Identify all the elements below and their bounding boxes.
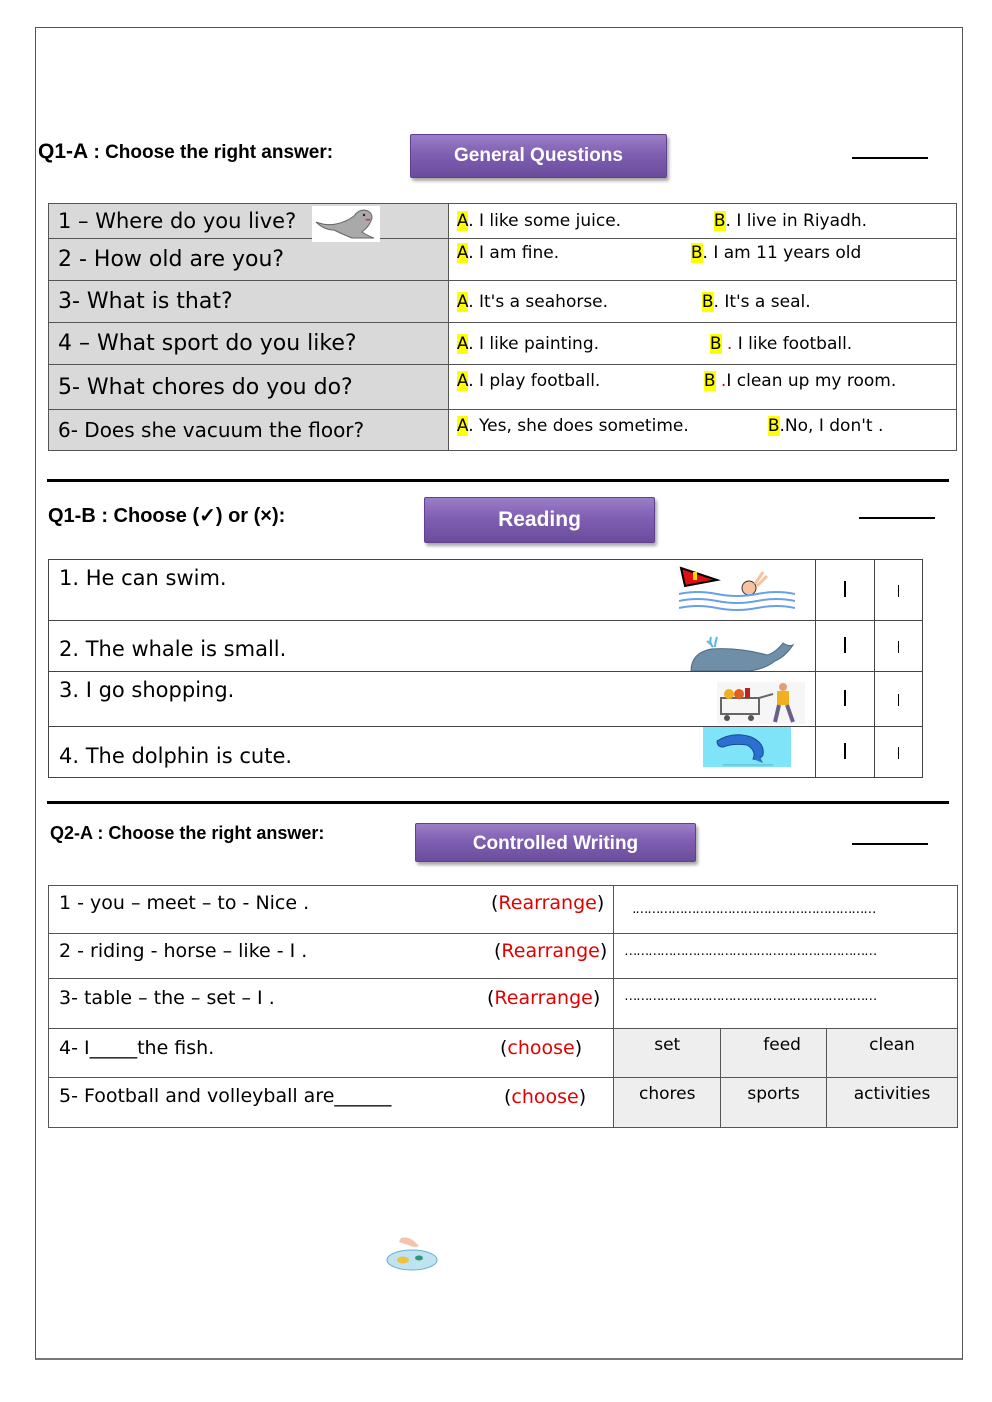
- answer-cell: [448, 281, 956, 323]
- option-set[interactable]: set: [614, 1029, 721, 1078]
- prompt-cell: [49, 1029, 614, 1078]
- option-a-letter: A: [456, 211, 469, 231]
- option-b-letter: B: [709, 333, 722, 354]
- true-box[interactable]: [816, 672, 875, 727]
- option-a-letter: A: [456, 371, 469, 391]
- option-a-text: . I play football.: [468, 371, 601, 391]
- section-divider: [47, 801, 949, 804]
- tick-mark: [898, 641, 900, 653]
- table-row: [49, 365, 957, 410]
- score-blank: [852, 157, 928, 159]
- table-row: [49, 1029, 958, 1078]
- statement-text: 2. The whale is small.: [59, 637, 287, 661]
- option-b-text: .No, I don't .: [779, 416, 884, 436]
- question-cell: 6- Does she vacuum the floor?: [49, 410, 449, 451]
- option-b-separator: .: [715, 371, 727, 391]
- q2a-table: [48, 885, 958, 1128]
- false-box[interactable]: [875, 672, 923, 727]
- table-row: [49, 323, 957, 365]
- seal-image: [312, 206, 380, 242]
- q1b-heading: Q1-B : Choose (✓) or (×):: [48, 505, 286, 527]
- statement-cell: [49, 560, 816, 621]
- table-row: [49, 934, 958, 979]
- option-a-letter: A: [456, 291, 469, 312]
- prompt-text: 1 - you – meet – to - Nice .: [59, 892, 310, 914]
- answer-cell: [448, 239, 956, 281]
- table-row: [49, 281, 957, 323]
- answer-line[interactable]: [614, 979, 958, 1029]
- prompt-text: 2 - riding - horse – like - I .: [59, 940, 308, 962]
- tick-mark: [844, 690, 846, 706]
- prompt-text: 3- table – the – set – I .: [59, 987, 275, 1009]
- q1a-instruction: : Choose the right answer:: [88, 142, 334, 163]
- statement-cell: [49, 727, 816, 778]
- option-b-letter: B: [690, 243, 703, 263]
- true-box[interactable]: [816, 560, 875, 621]
- false-box[interactable]: [875, 560, 923, 621]
- section-divider: [47, 479, 949, 482]
- option-a-text: . Yes, she does sometime.: [468, 416, 689, 436]
- statement-cell: [49, 672, 816, 727]
- option-a[interactable]: [457, 334, 599, 354]
- table-row: [49, 410, 957, 451]
- q1b-table: [48, 559, 923, 778]
- true-box[interactable]: [816, 621, 875, 672]
- option-b[interactable]: [710, 334, 852, 354]
- tick-mark: [898, 747, 900, 759]
- answer-dots: ………………………………………………………: [624, 944, 877, 959]
- option-clean[interactable]: clean: [827, 1029, 958, 1078]
- option-b-letter: B: [713, 211, 726, 231]
- option-b[interactable]: [702, 292, 811, 312]
- option-b-letter: B: [703, 371, 716, 391]
- question-cell: 5- What chores do you do?: [49, 365, 449, 410]
- answer-line[interactable]: [614, 934, 958, 979]
- question-text: 3- What is that?: [58, 289, 233, 314]
- controlled-writing-badge: Controlled Writing: [415, 823, 696, 862]
- statement-text: 1. He can swim.: [59, 566, 227, 590]
- instruction-label: Rearrange: [501, 940, 600, 962]
- reading-badge: Reading: [424, 497, 655, 543]
- tick-mark: [844, 743, 846, 759]
- option-b-separator: .: [721, 333, 733, 354]
- question-cell: [49, 281, 449, 323]
- table-row: [49, 204, 957, 239]
- option-b-text: . I live in Riyadh.: [725, 211, 867, 231]
- instruction-label: choose: [511, 1086, 579, 1108]
- table-row: [49, 621, 923, 672]
- option-b-text: . I am 11 years old: [702, 243, 862, 263]
- instruction: (Rearrange): [494, 940, 608, 962]
- option-b-text: I like football.: [732, 333, 853, 354]
- whale-image: [689, 635, 795, 671]
- instruction: (Rearrange): [491, 892, 605, 914]
- question-cell: 4 – What sport do you like?: [49, 323, 449, 365]
- tick-mark: [844, 637, 846, 653]
- option-a-text: . It's a seahorse.: [468, 291, 609, 312]
- tick-mark: [844, 581, 846, 597]
- score-blank: [859, 517, 935, 519]
- tick-mark: [898, 585, 900, 597]
- instruction-label: Rearrange: [498, 892, 597, 914]
- option-a-letter: A: [456, 243, 469, 263]
- option-a-letter: A: [456, 416, 469, 436]
- question-cell: 2 - How old are you?: [49, 239, 449, 281]
- option-b-letter: B: [767, 416, 780, 436]
- option-a-text: . I like some juice.: [468, 211, 622, 231]
- table-row: [49, 560, 923, 621]
- option-a-letter: A: [456, 333, 469, 354]
- false-box[interactable]: [875, 727, 923, 778]
- answer-cell: [448, 204, 956, 239]
- feeding-fish-image: [385, 1236, 439, 1272]
- statement-text: 4. The dolphin is cute.: [59, 744, 293, 768]
- q1a-table: [48, 203, 957, 451]
- prompt-text: 5- Football and volleyball are______: [59, 1085, 392, 1107]
- option-b-letter: B: [701, 291, 714, 312]
- general-questions-badge: General Questions: [410, 134, 667, 178]
- option-a[interactable]: [457, 243, 559, 263]
- prompt-text: 4- I_____the fish.: [59, 1037, 215, 1059]
- score-blank: [852, 843, 928, 845]
- answer-cell: [448, 365, 956, 410]
- q1a-heading: [38, 140, 333, 164]
- option-b[interactable]: [768, 416, 884, 436]
- false-box[interactable]: [875, 621, 923, 672]
- instruction: (choose): [500, 1037, 583, 1059]
- prompt-cell: [49, 886, 614, 934]
- shopping-cart-image: [717, 682, 805, 724]
- option-sports[interactable]: sports: [721, 1078, 827, 1128]
- option-a[interactable]: [457, 211, 621, 231]
- tick-mark: [898, 694, 900, 706]
- statement-text: 3. I go shopping.: [59, 678, 235, 702]
- instruction: (Rearrange): [487, 987, 601, 1009]
- option-b-text: I clean up my room.: [726, 371, 897, 391]
- table-row: [49, 1078, 958, 1128]
- option-b-text: . It's a seal.: [713, 291, 811, 312]
- option-activities[interactable]: activities: [827, 1078, 958, 1128]
- answer-cell: [448, 323, 956, 365]
- option-b[interactable]: [714, 211, 867, 231]
- option-b[interactable]: [704, 371, 896, 391]
- answer-dots: .……………………………………………………: [632, 902, 876, 917]
- option-chores[interactable]: chores: [614, 1078, 721, 1128]
- prompt-cell: [49, 934, 614, 979]
- prompt-cell: [49, 979, 614, 1029]
- table-row: [49, 979, 958, 1029]
- option-a-text: . I am fine.: [468, 243, 560, 263]
- table-row: [49, 672, 923, 727]
- prompt-cell: [49, 1078, 614, 1128]
- answer-line[interactable]: [614, 886, 958, 934]
- instruction: (choose): [504, 1086, 587, 1108]
- option-a[interactable]: [457, 292, 608, 312]
- option-a[interactable]: [457, 416, 689, 436]
- true-box[interactable]: [816, 727, 875, 778]
- question-cell: 1 – Where do you live?: [49, 204, 449, 239]
- q1a-label: Q1-A: [38, 140, 89, 163]
- option-feed[interactable]: feed: [721, 1029, 827, 1078]
- table-row: [49, 727, 923, 778]
- dolphin-image: [703, 727, 791, 767]
- answer-cell: [448, 410, 956, 451]
- instruction-label: Rearrange: [494, 987, 593, 1009]
- answer-dots: ………………………………………………………: [624, 989, 877, 1004]
- option-b[interactable]: [691, 243, 861, 263]
- instruction-label: choose: [507, 1037, 575, 1059]
- table-row: [49, 239, 957, 281]
- option-a[interactable]: [457, 371, 600, 391]
- option-a-text: . I like painting.: [468, 333, 600, 354]
- statement-cell: [49, 621, 816, 672]
- table-row: [49, 886, 958, 934]
- swimmer-image: [677, 564, 795, 614]
- q2a-heading: Q2-A : Choose the right answer:: [50, 823, 325, 843]
